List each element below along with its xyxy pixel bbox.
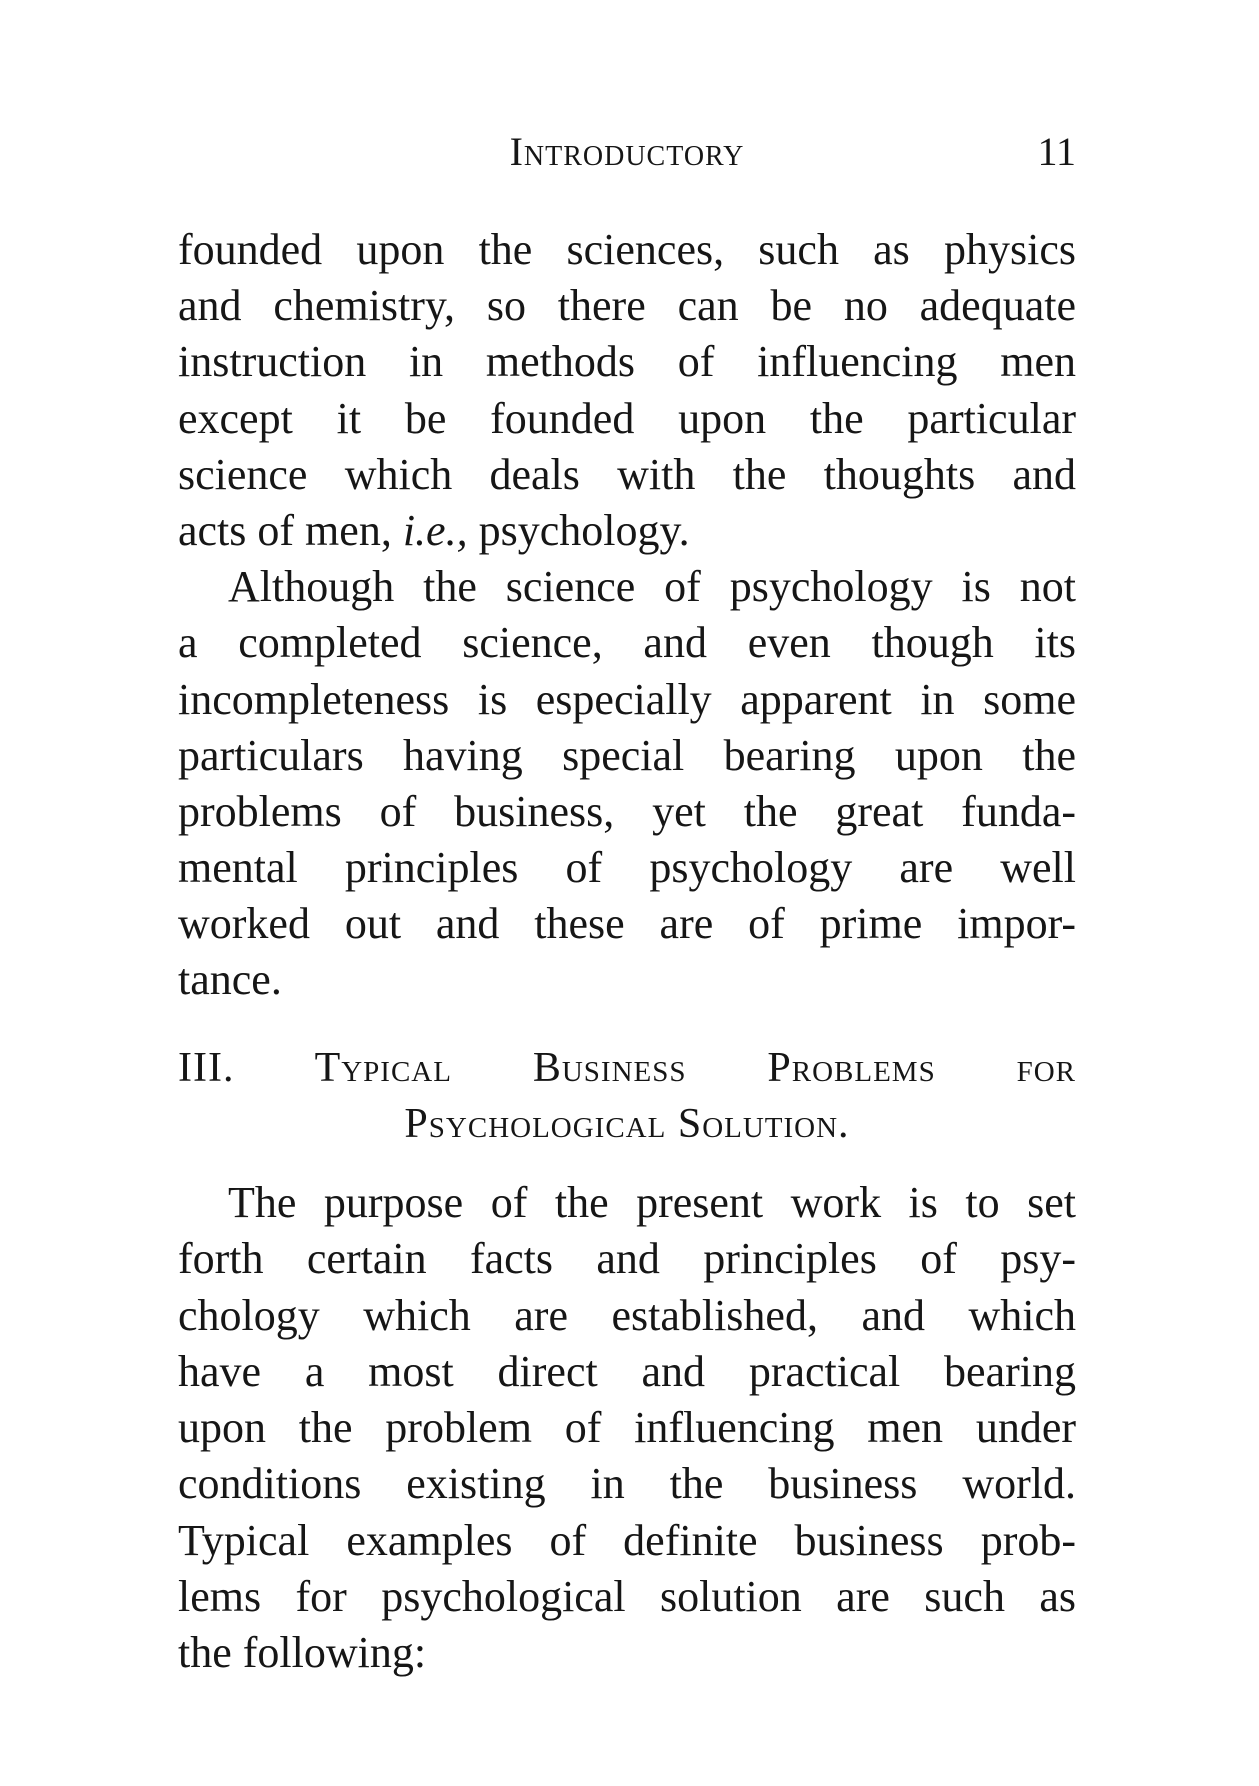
section-heading-line: III. Typical Business Problems for — [178, 1045, 1076, 1091]
text-line: lems for psychological solution are such as — [178, 1572, 1076, 1622]
text-line: science which deals with the thoughts and — [178, 449, 1076, 499]
text-line — [178, 503, 1076, 559]
text-line: worked out and these are of prime impor- — [178, 899, 1076, 949]
body-text — [178, 222, 1076, 1009]
text-line: Although the science of psychology is not — [228, 562, 1076, 612]
text-line: and chemistry, so there can be no adequate — [178, 281, 1076, 331]
running-head — [178, 128, 1076, 188]
text-line: the following: — [178, 1628, 427, 1678]
text-line: a completed science, and even though its — [178, 618, 1076, 668]
paragraph-2 — [178, 559, 1076, 1009]
text-fragment: acts of men, — [178, 505, 403, 555]
text-line: have a most direct and practical bearing — [178, 1346, 1076, 1396]
text-line: incompleteness is especially apparent in some — [178, 674, 1076, 724]
running-title: Introductory — [509, 129, 745, 174]
text-line: particulars having special bearing upon the — [178, 730, 1076, 780]
text-line: upon the problem of influencing men under — [178, 1403, 1076, 1453]
italic-abbreviation: i.e., — [402, 505, 468, 555]
text-line: chology which are established, and which — [178, 1290, 1076, 1340]
text-line: founded upon the sciences, such as physics — [178, 225, 1076, 274]
text-line: conditions existing in the business world. — [178, 1459, 1076, 1509]
text-line: instruction in methods of influencing men — [178, 337, 1076, 387]
text-line: Typical examples of definite business prob- — [178, 1515, 1076, 1565]
section-heading — [178, 1040, 1076, 1152]
text-line: The purpose of the present work is to set — [228, 1178, 1076, 1227]
text-line: mental principles of psychology are well — [178, 843, 1076, 893]
text-line: problems of business, yet the great funda- — [178, 786, 1076, 836]
text-line: except it be founded upon the particular — [178, 393, 1076, 443]
text-line: forth certain facts and principles of psy- — [178, 1234, 1076, 1284]
page-number: 11 — [1037, 129, 1076, 174]
paragraph-1 — [178, 222, 1076, 559]
paragraph-3 — [178, 1175, 1076, 1682]
text-line: tance. — [178, 955, 282, 1005]
body-text — [178, 1175, 1076, 1682]
text-fragment: psychology. — [467, 505, 690, 555]
section-heading-line: Psychological Solution. — [404, 1101, 850, 1147]
